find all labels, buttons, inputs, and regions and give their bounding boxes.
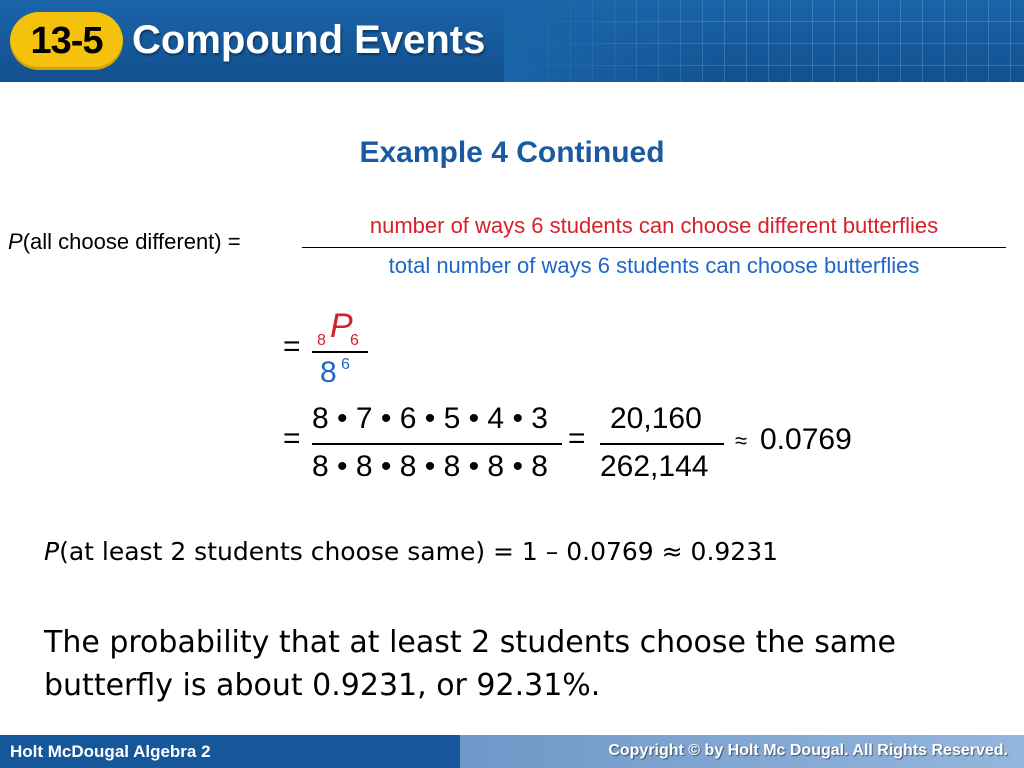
perm-n: 8	[317, 332, 326, 349]
complement-line	[44, 537, 778, 566]
step3-equals: =	[568, 422, 586, 455]
example-subtitle: Example 4 Continued	[359, 136, 665, 169]
formula-denominator	[302, 253, 1006, 279]
formula-denominator-text: total number of ways 6 students can choose butterflies	[388, 253, 920, 278]
approx-symbol: ≈	[735, 428, 748, 453]
perm-p: P	[330, 307, 353, 345]
power-exponent: 6	[341, 356, 350, 373]
footer-book-title: Holt McDougal Algebra 2	[10, 742, 211, 761]
step2-equals: =	[283, 422, 301, 455]
simplified-denominator: 262,144	[600, 450, 709, 483]
complement-p: P	[44, 537, 60, 566]
page-title: Compound Events	[132, 18, 486, 62]
formula-label-text: (all choose different) =	[22, 229, 241, 254]
approx-result: 0.0769	[760, 423, 852, 456]
simplified-fraction-bar	[600, 443, 724, 445]
simplified-numerator: 20,160	[610, 402, 702, 435]
product-denominator: 8 • 8 • 8 • 8 • 8 • 8	[312, 450, 548, 483]
step1-fraction-bar	[312, 351, 368, 353]
formula-label	[8, 229, 241, 255]
complement-text: (at least 2 students choose same) = 1 – 0.0769 ≈ 0.9231	[59, 537, 779, 566]
product-numerator: 8 • 7 • 6 • 5 • 4 • 3	[312, 402, 548, 435]
product-fraction-bar	[312, 443, 562, 445]
formula-fraction-bar	[302, 247, 1006, 248]
header-grid-fade	[504, 0, 1024, 82]
lesson-number: 13-5	[30, 19, 103, 62]
power-base: 8	[320, 356, 337, 389]
footer-copyright: Copyright © by Holt Mc Dougal. All Rights Reserved.	[608, 742, 1008, 759]
formula-label-p: P	[8, 229, 23, 254]
perm-r: 6	[350, 332, 359, 349]
formula-numerator-text: number of ways 6 students can choose different butterflies	[369, 213, 939, 238]
lesson-badge	[10, 12, 123, 70]
formula-numerator	[302, 213, 1006, 239]
step1-equals: =	[283, 330, 301, 363]
conclusion-text: The probability that at least 2 students choose the same butterfly is about 0.9231, or 92.31%.	[44, 625, 896, 703]
